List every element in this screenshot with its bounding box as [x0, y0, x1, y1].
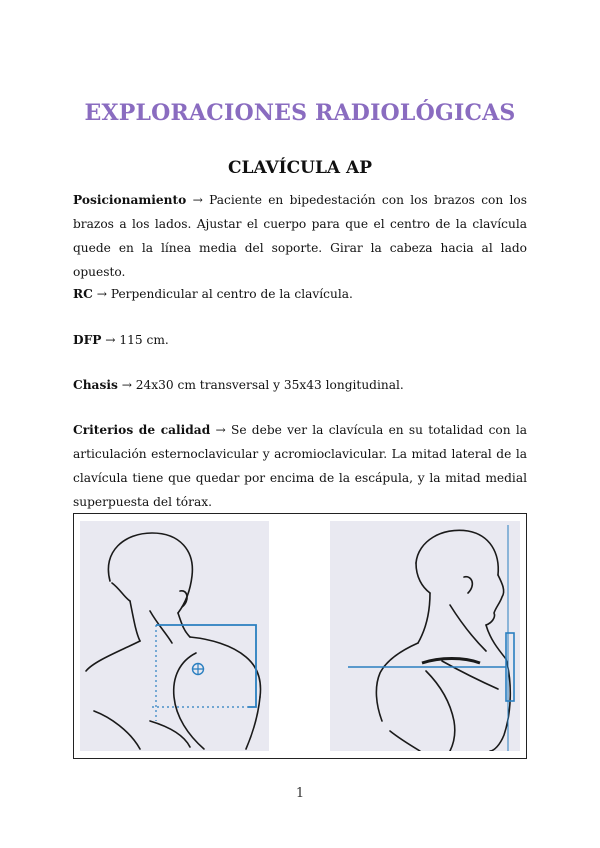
neck-muscle	[450, 605, 486, 651]
arrow-glyph: →	[192, 193, 203, 207]
face-profile	[486, 575, 504, 625]
page-number: 1	[295, 786, 305, 801]
arm-outline	[390, 731, 420, 751]
paragraph-chasis	[73, 373, 527, 397]
label-chasis: Chasis	[73, 378, 118, 392]
posterior-shoulder-illustration	[80, 521, 269, 751]
arrow-glyph: →	[215, 423, 226, 437]
paragraph-dfp	[73, 328, 527, 352]
hair-line	[416, 563, 430, 593]
arm-outline	[246, 697, 260, 749]
paragraph-criterios	[73, 418, 527, 514]
text-chasis: 24x30 cm transversal y 35x43 longitudinal.	[135, 378, 404, 392]
neck-muscle	[150, 611, 172, 643]
shoulder-outline	[86, 641, 140, 671]
posterior-shoulder-drawing	[80, 521, 269, 751]
collar-line	[422, 659, 480, 664]
neck-left	[130, 601, 140, 641]
section-title: CLAVÍCULA AP	[228, 158, 372, 178]
head-outline	[416, 530, 498, 575]
ear-outline	[464, 577, 472, 593]
label-posicionamiento: Posicionamiento	[73, 193, 187, 207]
label-rc: RC	[73, 287, 93, 301]
paragraph-rc	[73, 282, 527, 306]
head-outline	[108, 533, 192, 613]
shoulder-back	[376, 643, 418, 721]
label-criterios: Criterios de calidad	[73, 423, 211, 437]
positioning-figure	[73, 513, 527, 759]
neck-back	[418, 593, 430, 643]
neck-front	[486, 625, 506, 659]
trapezius-outline	[190, 637, 260, 697]
paragraph-posicionamiento	[73, 188, 527, 284]
chest-outline	[490, 659, 510, 751]
arrow-glyph: →	[96, 287, 107, 301]
text-posicionamiento: Paciente en bipedestación con los brazos con los brazos a los lados. Ajustar el cuerpo para que el centro de la clavícula quede en la línea media del soporte. Girar la cabeza hacia al lado opuesto.	[73, 193, 527, 279]
shoulder-front	[442, 661, 498, 689]
document-title: EXPLORACIONES RADIOLÓGICAS	[84, 100, 516, 126]
lateral-shoulder-illustration	[330, 521, 520, 751]
detector-frame-line	[156, 625, 256, 707]
text-rc: Perpendicular al centro de la clavícula.	[110, 287, 353, 301]
hair-line	[112, 583, 130, 601]
back-line	[94, 711, 140, 749]
text-dfp: 115 cm.	[119, 333, 169, 347]
deltoid-outline	[426, 671, 455, 751]
lateral-shoulder-drawing	[330, 521, 520, 751]
label-dfp: DFP	[73, 333, 102, 347]
arrow-glyph: →	[121, 378, 132, 392]
text-criterios: Se debe ver la clavícula en su totalidad con la articulación esternoclavicular y acromioclavicular. La mitad lateral de la clavícula tiene que quedar por encima de la escápula, y la mitad medial superpuesta del tórax.	[73, 423, 528, 509]
arrow-glyph: →	[105, 333, 116, 347]
